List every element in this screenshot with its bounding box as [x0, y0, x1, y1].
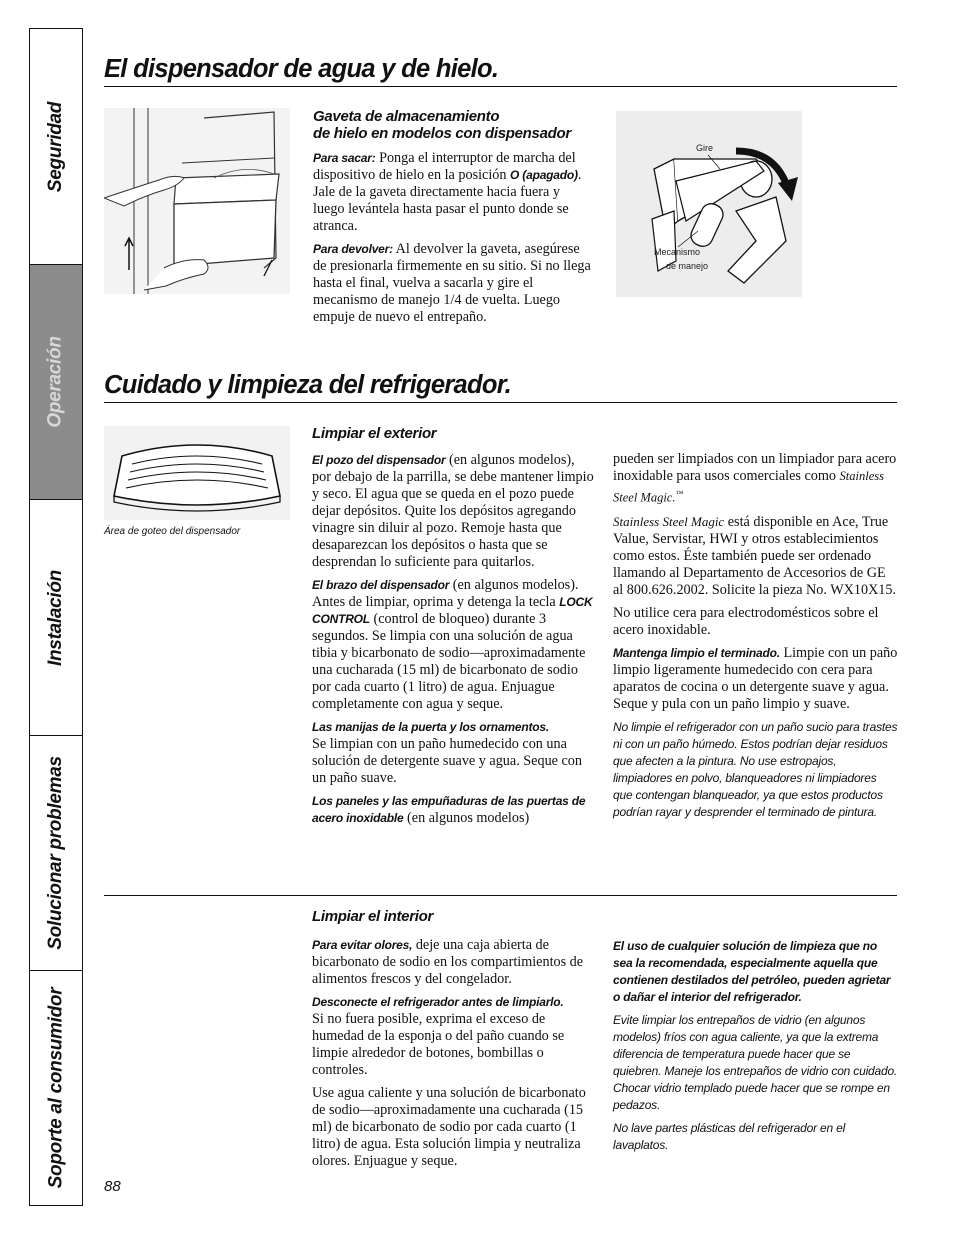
exterior-column-1	[312, 425, 597, 833]
interior-column-2	[613, 938, 898, 1160]
availability-text: está disponible en Ace, True Value, Servistar, HWI y otros establecimientos como estos. Éste también puede ser ordenado llamando al Departamento de Accesorios de GE al 800.626.2002. Solicite la pieza No. WX10X15.	[613, 513, 897, 598]
stainless-panels-text: (en algunos modelos)	[403, 810, 530, 826]
avoid-odors-paragraph	[312, 937, 597, 988]
label-turn: Gire	[696, 143, 714, 153]
drive-mechanism-drawing	[616, 111, 802, 297]
section-divider	[104, 895, 897, 896]
unplug-lead: Desconecte el refrigerador antes de limpiarlo.	[312, 995, 564, 1009]
remove-lead: Para sacar:	[313, 151, 376, 165]
unplug-paragraph	[312, 994, 597, 1079]
section-title-dispenser: El dispensador de agua y de hielo.	[104, 55, 897, 87]
tab-label: Instalación	[45, 569, 67, 666]
warm-water-paragraph: Use agua caliente y una solución de bicarbonato de sodio—aproximadamente una cucharada (15 ml) de bicarbonato de sodio por cada cuarto (1 litro) de agua. Esta solución limpia y neutraliza olores. Enjuague y seque.	[312, 1085, 586, 1169]
tab-soporte-consumidor[interactable]	[30, 971, 82, 1205]
cleaning-solution-warning: El uso de cualquier solución de limpieza que no sea la recomendada, especialmente aquella que contienen destilados del petróleo, pueden agrietar o dañar el interior del refrigerador.	[613, 939, 891, 1004]
brand-name: Stainless Steel Magic.	[613, 469, 884, 505]
dishwasher-note: No lave partes plásticas del refrigerador en el lavaplatos.	[613, 1121, 846, 1152]
side-nav	[29, 28, 83, 1206]
section-title-care: Cuidado y limpieza del refrigerador.	[104, 371, 897, 403]
label-mechanism-line1: Mecanismo	[654, 247, 701, 257]
dispenser-arm-text-end: (control de bloqueo) durante 3 segundos. Se limpia con una solución de agua tibia y bicarbonato de sodio—aproximadamente una cucharada (15 ml) de bicarbonato de sodio por cada cuarto (1 litro) de agua. Enjuague completamente con agua y seque.	[312, 611, 586, 712]
off-position-label: O (apagado)	[510, 168, 578, 182]
keep-finish-text: Limpie con un paño limpio ligeramente humedecido con cera para aparatos de cocina o un detergente suave y agua. Seque y pula con un paño limpio y suave.	[613, 644, 898, 712]
no-wax-paragraph: No utilice cera para electrodomésticos sobre el acero inoxidable.	[613, 604, 879, 638]
tab-operacion[interactable]	[30, 265, 82, 500]
dispenser-arm-text: (en algunos modelos). Antes de limpiar, oprima y detenga la tecla	[312, 577, 579, 610]
remove-text: Ponga el interruptor de marcha del dispositivo de hielo en la posición	[313, 150, 576, 183]
glass-shelves-note: Evite limpiar los entrepaños de vidrio (en algunos modelos) fríos con agua caliente, ya que la extrema diferencia de temperatura puede hacer que se quiebren. Maneje los entrepaños de vidrio con cuidado. Chocar vidrio templado puede hacer que se rompe en pedazos.	[613, 1013, 898, 1112]
drip-tray-illustration	[104, 426, 290, 520]
ice-bin-illustration	[104, 108, 290, 294]
dispenser-well-lead: El pozo del dispensador	[312, 453, 446, 467]
tab-label: Soporte al consumidor	[45, 987, 66, 1189]
tab-label: Operación	[45, 336, 66, 428]
door-handles-paragraph	[312, 719, 597, 787]
stainless-cleaner-text: pueden ser limpiados con un limpiador para acero inoxidable para usos comerciales como	[613, 451, 897, 484]
drip-tray-drawing	[104, 426, 290, 520]
return-lead: Para devolver:	[313, 242, 393, 256]
brand-name-2: Stainless Steel Magic	[613, 513, 725, 529]
avoid-odors-text: deje una caja abierta de bicarbonato de sodio en los compartimientos de alimentos frescos y del congelador.	[312, 937, 584, 987]
return-instructions	[313, 241, 593, 326]
stainless-cleaner-paragraph	[613, 451, 898, 507]
ice-bin-drawing	[104, 108, 290, 294]
door-handles-text: Se limpian con un paño humedecido con una solución de detergente suave y agua. Seque con un paño suave.	[312, 736, 582, 786]
trademark-symbol: ™	[675, 489, 684, 498]
exterior-column-2	[613, 451, 898, 827]
unplug-text: Si no fuera posible, exprima el exceso de humedad de la esponja o del paño cuando se limpie alrededor de botones, bombillas o controles.	[312, 1011, 565, 1078]
stainless-panels-lead: Los paneles y las empuñaduras de las puertas de acero inoxidable	[312, 794, 586, 825]
lock-control-key: LOCK CONTROL	[312, 595, 593, 626]
ice-bin-text	[313, 108, 593, 332]
tab-seguridad[interactable]	[30, 29, 82, 265]
dispenser-arm-paragraph	[312, 577, 597, 713]
tab-instalacion[interactable]	[30, 500, 82, 736]
keep-finish-lead: Mantenga limpio el terminado.	[613, 645, 780, 660]
keep-finish-clean-paragraph	[613, 645, 898, 713]
return-text: Al devolver la gaveta, asegúrese de presionarla firmemente en su sitio. Si no llega hasta el final, vuelva a sacarla y gire el mecanismo de manejo 1/4 de vuelta. Luego empuje de nuevo el entrepaño.	[313, 241, 591, 325]
door-handles-lead: Las manijas de la puerta y los ornamentos.	[312, 720, 550, 734]
subhead-ice-bin-line1: Gaveta de almacenamiento	[313, 108, 500, 125]
tab-solucionar-problemas[interactable]	[30, 736, 82, 971]
label-mechanism-line2: de manejo	[666, 261, 709, 271]
tab-label: Seguridad	[45, 101, 66, 192]
availability-paragraph	[613, 513, 898, 599]
drive-mechanism-illustration	[616, 111, 802, 297]
exterior-caution-note: No limpie el refrigerador con un paño sucio para trastes ni con un paño húmedo. Estos podrían dejar residuos que afecten a la pintura. No use estropajos, limpiadores en polvo, blanqueadores ni limpiadores que contengan blanqueador, ya que estos productos podrían rayar y desprender el terminado de pintura.	[613, 719, 898, 819]
dispenser-well-text: (en algunos modelos), por debajo de la parrilla, se debe mantener limpio y seco. El agua que se queda en el pozo puede dejar depósitos. Quite los depósitos agregando vinagre sin diluir al pozo. Remoje hasta que desaparezcan los depósitos o hasta que se desprendan lo suficiente para quitarlos.	[312, 452, 594, 570]
remove-instructions	[313, 150, 593, 235]
subhead-ice-bin-line2: de hielo en modelos con dispensador	[313, 125, 571, 142]
subhead-exterior: Limpiar el exterior	[312, 425, 437, 442]
remove-text-end: . Jale de la gaveta directamente hacia fuera y luego levántela hasta pasar el punto donde se atranca.	[313, 167, 582, 234]
page-number: 88	[104, 1178, 121, 1195]
dispenser-well-paragraph	[312, 452, 597, 571]
stainless-panels-paragraph	[312, 793, 597, 827]
drip-tray-caption: Área de goteo del dispensador	[104, 526, 241, 537]
subhead-interior: Limpiar el interior	[312, 908, 433, 925]
avoid-odors-lead: Para evitar olores,	[312, 938, 413, 952]
dispenser-arm-lead: El brazo del dispensador	[312, 578, 450, 592]
interior-column-1	[312, 908, 597, 1176]
tab-label: Solucionar problemas	[45, 756, 67, 950]
